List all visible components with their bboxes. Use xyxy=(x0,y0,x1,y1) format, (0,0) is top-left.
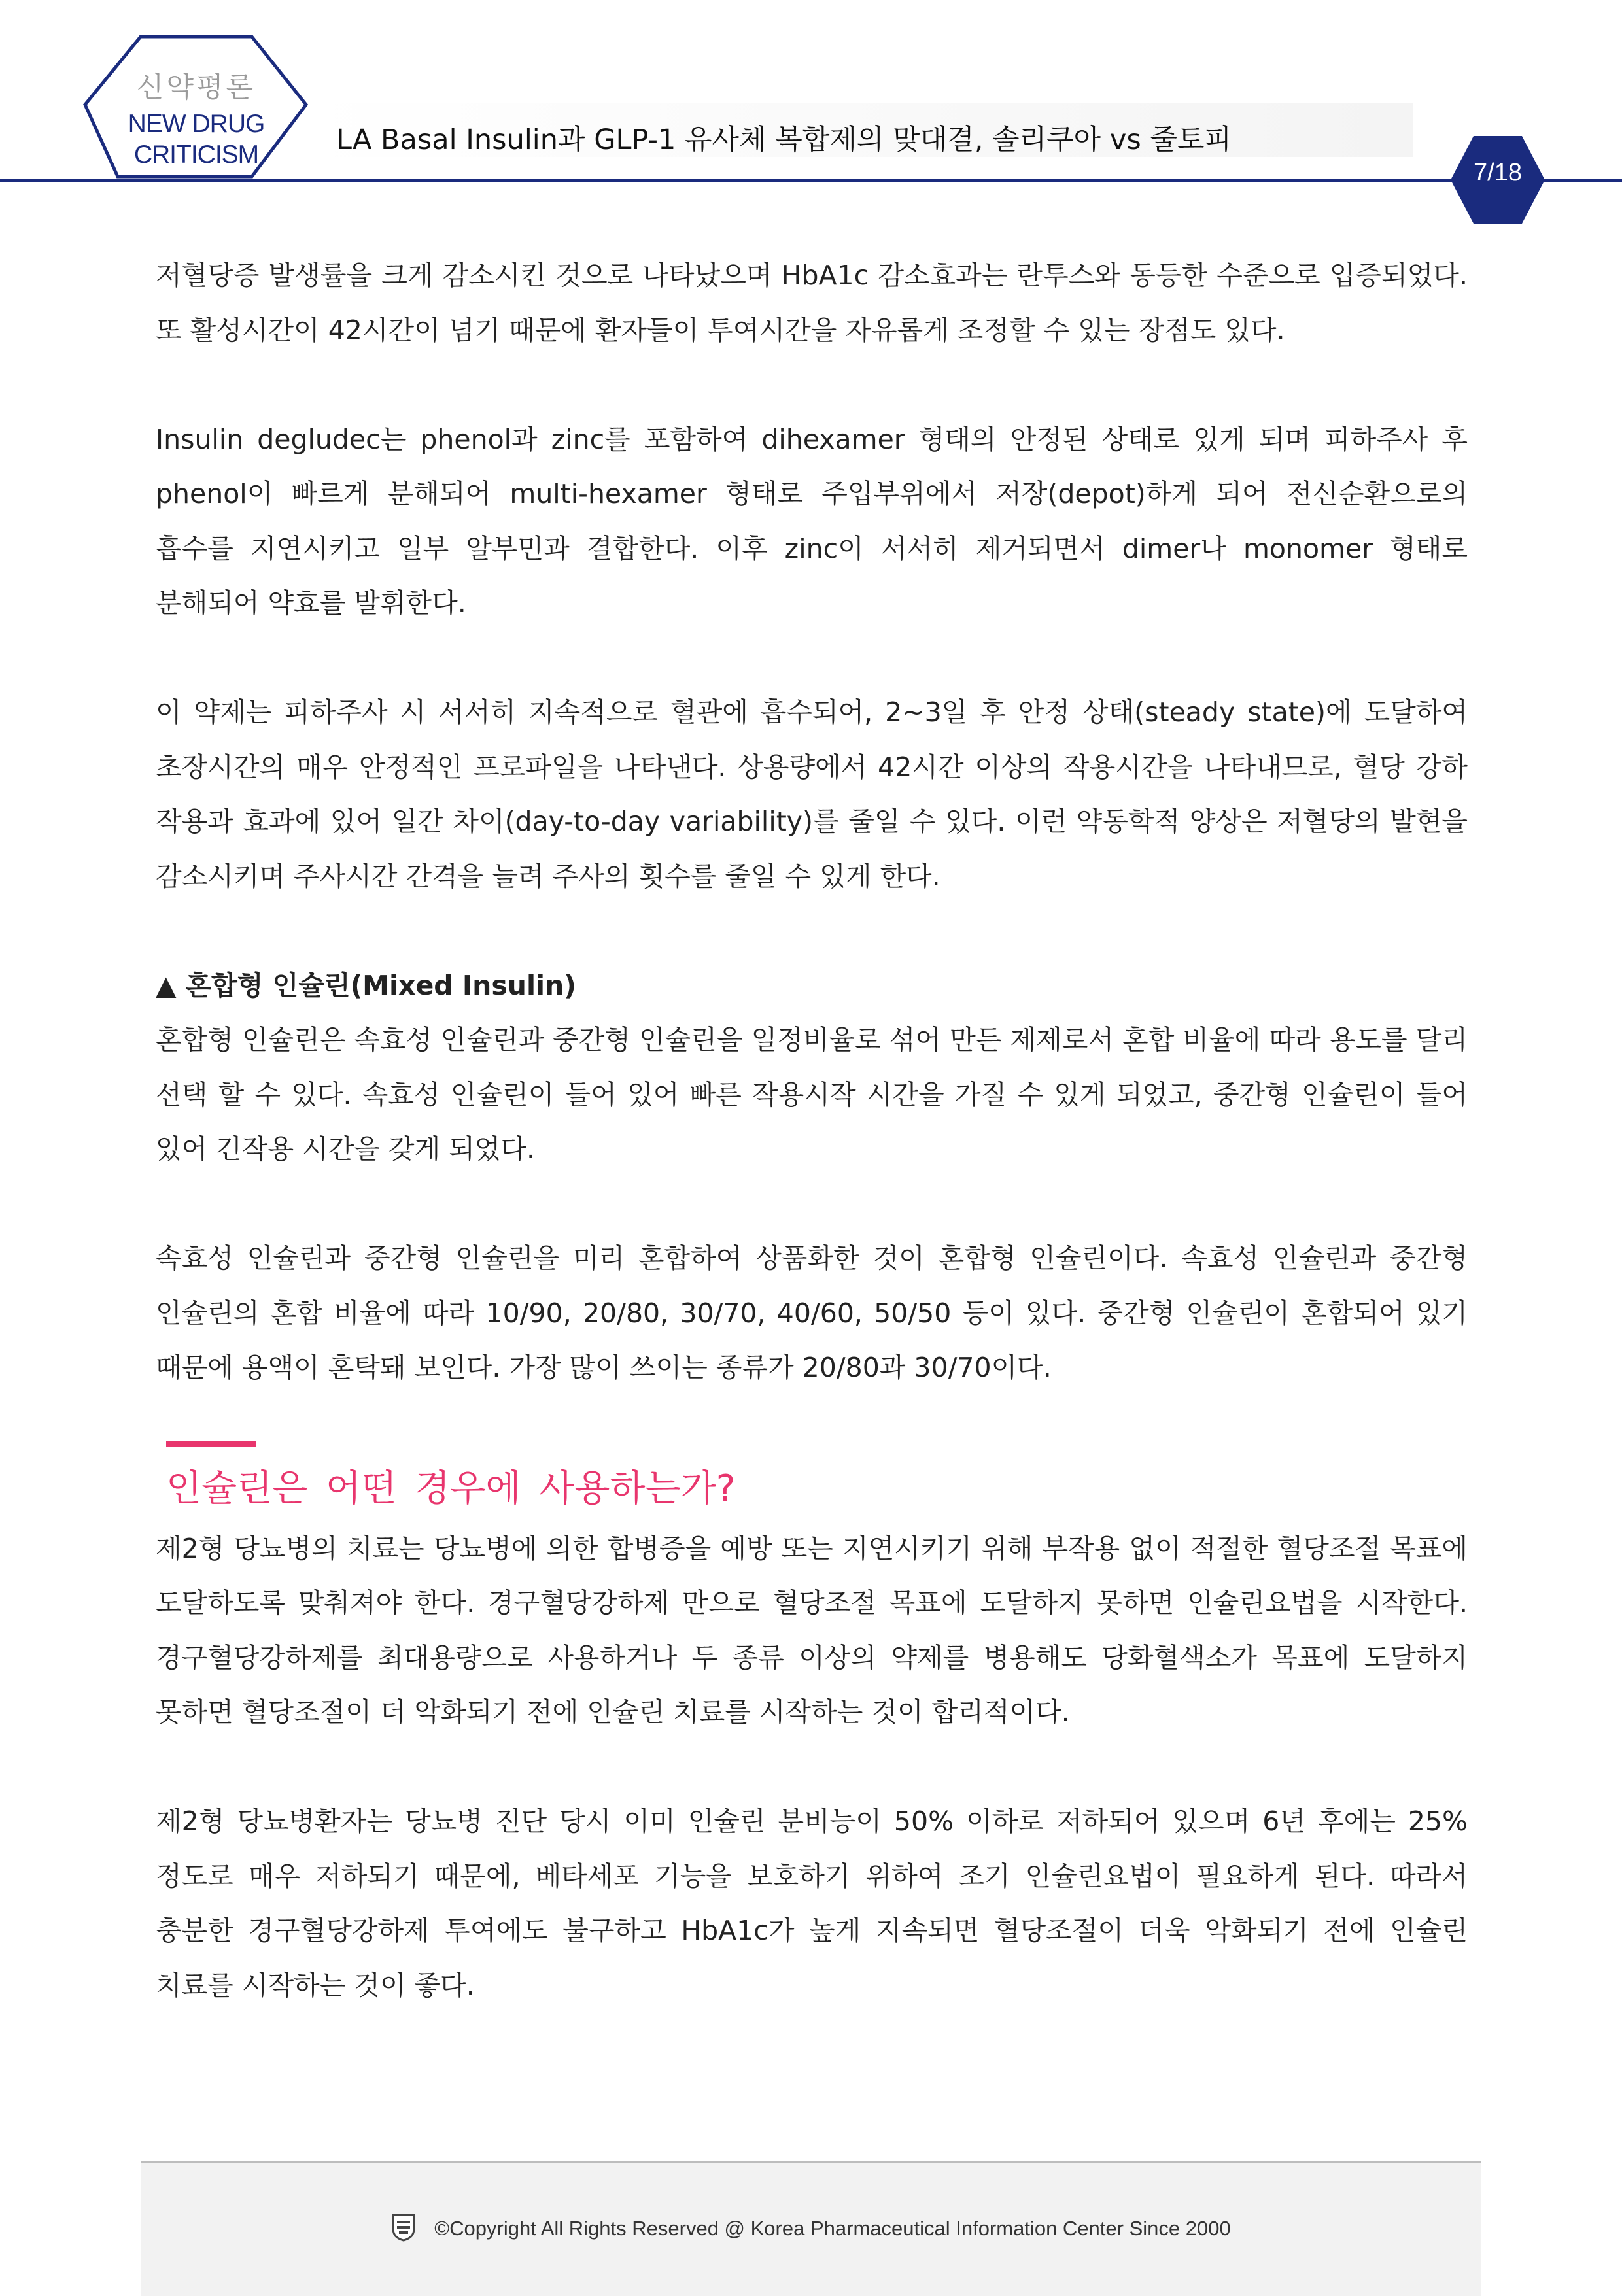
logo-english-line2: CRITICISM xyxy=(133,141,259,169)
paragraph-2: Insulin degludec는 phenol과 zinc를 포함하여 dihexamer 형태의 안정된 상태로 있게 되며 피하주사 후 phenol이 빠르게 분해되어 multi-hexamer 형태로 주입부위에서 저장(depot)하게 되어 전신순환으로의 흡수를 지연시키고 일부 알부민과 결합한다. 이후 zinc이 서서히 제거되면서 dimer나 monomer 형태로 분해되어 약효를 발휘한다. xyxy=(156,423,1468,619)
paragraph-5: 속효성 인슐린과 중간형 인슐린을 미리 혼합하여 상품화한 것이 혼합형 인슐린이다. 속효성 인슐린과 중간형 인슐린의 혼합 비율에 따라 10/90, 20/80, 30/70, 40/60, 50/50 등이 있다. 중간형 인슐린이 혼합되어 있기 때문에 용액이 혼탁돼 보인다. 가장 많이 쓰이는 종류가 20/80과 30/70이다. xyxy=(156,1242,1468,1383)
logo-korean-text: 신약평론 xyxy=(136,71,256,104)
page-number-badge xyxy=(1449,134,1547,226)
section-title: 인슐린은 어떤 경우에 사용하는가? xyxy=(166,1467,736,1510)
footer-copyright: ©Copyright All Rights Reserved @ Korea Pharmaceutical Information Center Since 2000 xyxy=(434,2217,1231,2240)
emblem-icon xyxy=(391,2213,416,2242)
footer xyxy=(141,2161,1481,2296)
paragraph-1: 저혈당증 발생률을 크게 감소시킨 것으로 나타났으며 HbA1c 감소효과는 란투스와 동등한 수준으로 입증되었다. 또 활성시간이 42시간이 넘기 때문에 환자들이 투여시간을 자유롭게 조정할 수 있는 장점도 있다. xyxy=(156,260,1468,346)
mixed-insulin-heading-text: 혼합형 인슐린(Mixed Insulin) xyxy=(185,969,576,1001)
paragraph-6: 제2형 당뇨병의 치료는 당뇨병에 의한 합병증을 예방 또는 지연시키기 위해 부작용 없이 적절한 혈당조절 목표에 도달하도록 맞춰져야 한다. 경구혈당강하제 만으로 혈당조절 목표에 도달하지 못하면 인슐린요법을 시작한다. 경구혈당강하제를 최대용량으로 사용하거나 두 종류 이상의 약제를 병용해도 당화혈색소가 목표에 도달하지 못하면 혈당조절이 더 악화되기 전에 인슐린 치료를 시작하는 것이 합리적이다. xyxy=(156,1532,1468,1728)
paragraph-3: 이 약제는 피하주사 시 서서히 지속적으로 혈관에 흡수되어, 2~3일 후 안정 상태(steady state)에 도달하여 초장시간의 매우 안정적인 프로파일을 나타낸다. 상용량에서 42시간 이상의 작용시간을 나타내므로, 혈당 강하 작용과 효과에 있어 일간 차이(day-to-day variability)를 줄일 수 있다. 이런 약동학적 양상은 저혈당의 발현을 감소시키며 주사시간 간격을 늘려 주사의 횟수를 줄일 수 있게 한다. xyxy=(156,696,1468,892)
footer-copyright-line xyxy=(141,2216,1481,2244)
page-number: 7/18 xyxy=(1474,159,1522,186)
header-title: LA Basal Insulin과 GLP-1 유사체 복합제의 맞대결, 솔리쿠아 vs 줄토피 xyxy=(336,124,1232,156)
main-content xyxy=(156,248,1468,2013)
logo xyxy=(78,33,314,186)
paragraph-4: 혼합형 인슐린은 속효성 인슐린과 중간형 인슐린을 일정비율로 섞어 만든 제제로서 혼합 비율에 따라 용도를 달리 선택 할 수 있다. 속효성 인슐린이 들어 있어 빠른 작용시작 시간을 가질 수 있게 되었고, 중간형 인슐린이 들어 있어 긴작용 시간을 갖게 되었다. xyxy=(156,1024,1468,1165)
triangle-bullet-icon: ▲ xyxy=(156,969,177,1001)
logo-english-line1: NEW DRUG xyxy=(128,110,265,138)
section-accent-bar xyxy=(166,1441,256,1447)
mixed-insulin-heading xyxy=(156,959,1468,1014)
paragraph-7: 제2형 당뇨병환자는 당뇨병 진단 당시 이미 인슐린 분비능이 50% 이하로 저하되어 있으며 6년 후에는 25% 정도로 매우 저하되기 때문에, 베타세포 기능을 보호하기 위하여 조기 인슐린요법이 필요하게 된다. 따라서 충분한 경구혈당강하제 투여에도 불구하고 HbA1c가 높게 지속되면 혈당조절이 더욱 악화되기 전에 인슐린 치료를 시작하는 것이 좋다. xyxy=(156,1806,1468,2001)
